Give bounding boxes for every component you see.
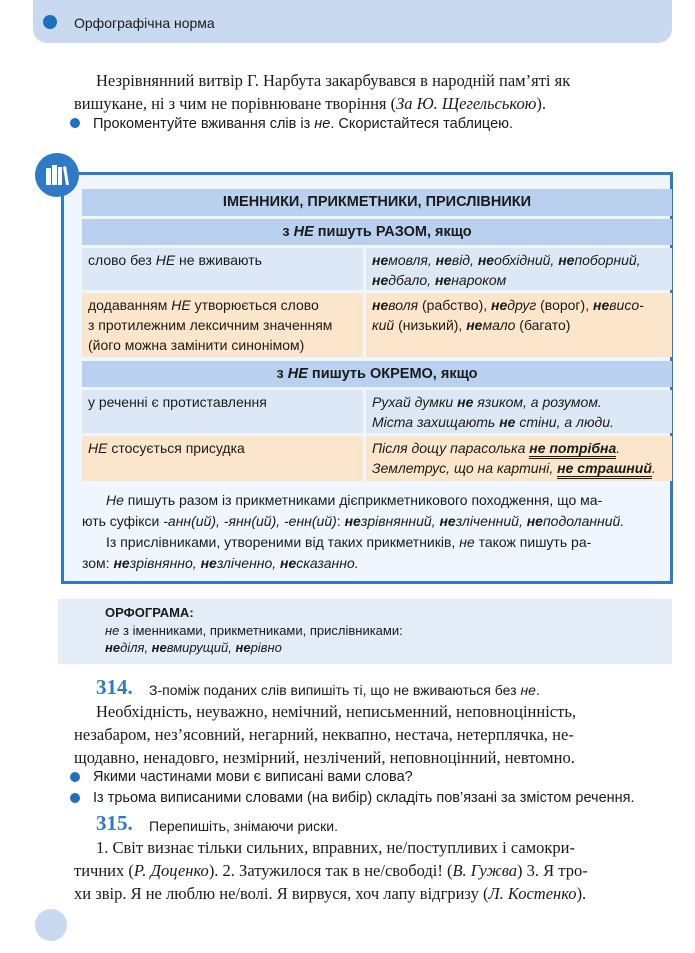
table-cell: Після дощу парасолька не потрібна. Землетрус, що на картині, не страшний. — [366, 436, 672, 481]
intro-line2: вишукане, ні з чим не порівнюване творіння (За Ю. Щегельською). — [74, 94, 546, 113]
section-title: Орфографічна норма — [74, 15, 215, 31]
exercise-text: незабаром, нез’ясовний, негарний, неквапно, нестача, нетерплячка, не- — [74, 725, 574, 744]
bullet-icon — [70, 118, 80, 128]
exercise-text: щодавно, ненадовго, незмірний, незлічений, неповноцінний, невтомно. — [74, 748, 575, 767]
bullet-icon — [43, 15, 57, 29]
note-line: ють суфікси -анн(ий), -янн(ий), -енн(ий): незрівнянний, незліченний, неподоланний. — [82, 513, 625, 529]
intro-task: Прокоментуйте вживання слів із не. Скористайтеся таблицею. — [93, 116, 514, 132]
separate-header: з НЕ пишуть ОКРЕМО, якщо — [82, 361, 672, 387]
orfograma-examples: неділя, невмирущий, нерівно — [105, 640, 282, 655]
table-title: ІМЕННИКИ, ПРИКМЕТНИКИ, ПРИСЛІВНИКИ — [82, 189, 672, 216]
note-line: Не пишуть разом із прикметниками дієприкметникового походження, що ма- — [106, 492, 603, 508]
table-cell: додаванням НЕ утворюється слово з протилежним лексичним значенням (його можна замінити синонімом) — [82, 293, 363, 357]
page-number-circle — [35, 909, 67, 941]
exercise-text: хи звір. Я не люблю не/волі. Я вирвуся, хоч лапу відгризу (Л. Костенко). — [74, 884, 587, 903]
exercise-task: З-поміж поданих слів випишіть ті, що не вживаються без не. — [149, 682, 540, 698]
table-cell: неволя (рабство), недруг (ворог), невисо- кий (низький), немало (багато) — [366, 293, 672, 357]
question: Якими частинами мови є виписані вами слова? — [93, 769, 413, 785]
table-cell: у реченні є протиставлення — [82, 390, 363, 433]
exercise-text: тичних (Р. Доценко). 2. Затужилося так в не/свободі! (В. Гужва) 3. Я тро- — [74, 861, 588, 880]
note-line: Із прислівниками, утвореними від таких прикметників, не також пишуть ра- — [106, 534, 592, 550]
book-icon — [35, 153, 79, 197]
bullet-icon — [70, 793, 80, 803]
books-icon — [45, 164, 69, 186]
exercise-number: 315. — [96, 811, 133, 835]
table-cell: Рухай думки не язиком, а розумом. Міста захищають не стіни, а люди. — [366, 390, 672, 433]
question: Із трьома виписаними словами (на вибір) складіть пов’язані за змістом речення. — [93, 790, 635, 806]
intro-line1: Незрівнянний витвір Г. Нарбута закарбувався в народній пам’яті як — [96, 71, 571, 90]
table-cell: слово без НЕ не вживають — [82, 248, 363, 290]
together-header: з НЕ пишуть РАЗОМ, якщо — [82, 219, 672, 245]
bullet-icon — [70, 772, 80, 782]
exercise-number: 314. — [96, 675, 133, 699]
orfograma-rule: не з іменниками, прикметниками, прислівниками: — [105, 623, 403, 638]
exercise-text: 1. Світ визнає тільки сильних, вправних, не/поступливих і самокри- — [96, 838, 575, 857]
table-cell: немовля, невід, необхідний, непоборний, недбало, ненароком — [366, 248, 672, 290]
table-cell: НЕ стосується присудка — [82, 436, 363, 481]
exercise-task: Перепишіть, знімаючи риски. — [149, 818, 338, 834]
page-header — [33, 0, 672, 43]
note-line: зом: незрівнянно, незліченно, несказанно. — [82, 555, 359, 571]
exercise-text: Необхідність, неуважно, немічний, неписьменний, неповноцінність, — [96, 702, 576, 721]
orfograma-title: ОРФОГРАМА: — [105, 605, 194, 620]
